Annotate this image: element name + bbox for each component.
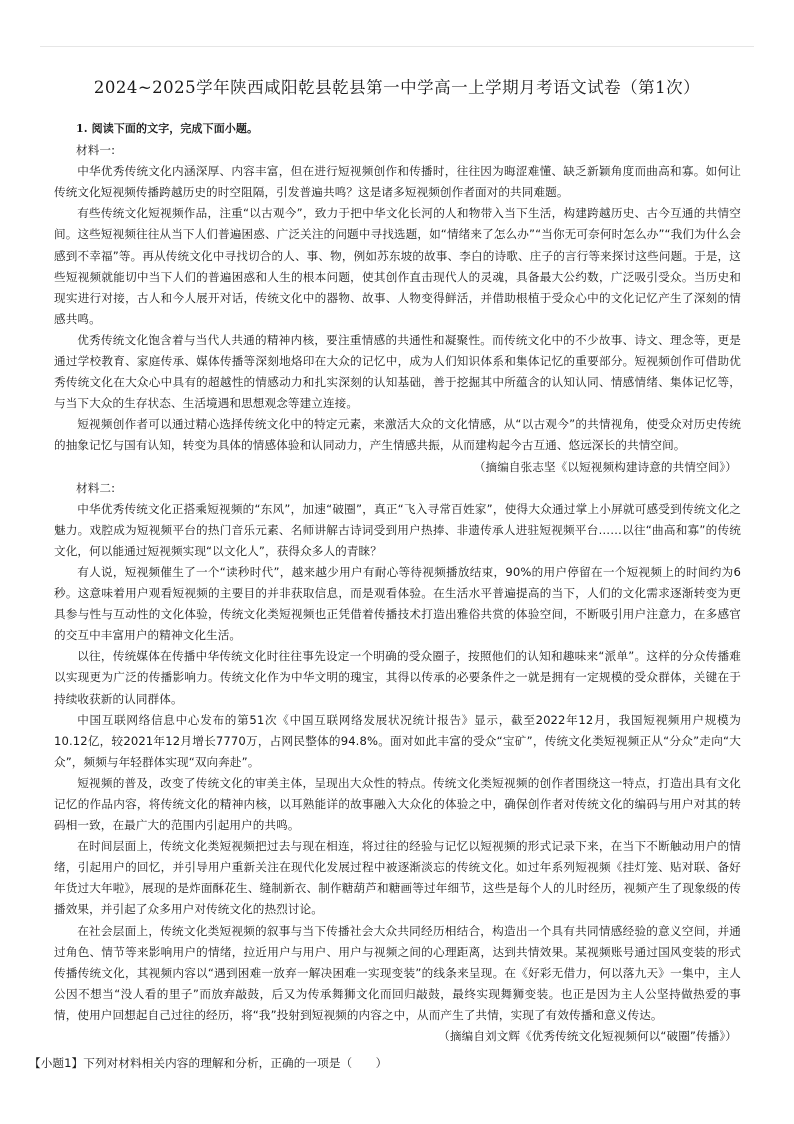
top-divider <box>40 46 754 47</box>
material-1-paragraph: 短视频创作者可以通过精心选择传统文化中的特定元素，来激活大众的文化情感，从“以古观今”的共情视角，使受众对历史传统的抽象记忆与国有认知，转变为具体的情感体验和认同动力，产生情感共振，从而建构起今古互通、悠远深长的共情空间。 <box>54 417 741 453</box>
material-1-paragraph: 优秀传统文化饱含着与当代人共通的精神内核，要注重情感的共通性和凝聚性。而传统文化中的不少故事、诗文、理念等，更是通过学校教育、家庭传承、媒体传播等深刻地烙印在大众的记忆中，成为人们知识体系和集体记忆的重要部分。短视频创作可借助优秀传统文化在大众心中具有的超越性的情感动力和扎实深刻的认知基础，善于挖掘其中所蕴含的认知认同、情感情绪、集体记忆等，与当下大众的生存状态、生活境遇和思想观念等建立连接。 <box>54 332 741 411</box>
material-2-paragraph: 以往，传统媒体在传播中华传统文化时往往事先设定一个明确的受众圈子，按照他们的认知和趣味来“派单”。这样的分众传播难以实现更为广泛的传播影响力。传统文化作为中华文明的瑰宝，其得以传承的必要条件之一就是拥有一定规模的受众群体，关键在于持续收获新的认同群体。 <box>54 649 741 706</box>
page-title: 2024~2025学年陕西咸阳乾县乾县第一中学高一上学期月考语文试卷（第1次） <box>93 78 701 97</box>
material-2-paragraph: 有人说，短视频催生了一个“读秒时代”，越来越少用户有耐心等待视频播放结束，90%的用户停留在一个短视频上的时间约为6秒。这意味着用户观看短视频的主要目的并非获取信息，而是观看体验。在生活水平普遍提高的当下，人们的文化需求逐渐转变为更具参与性与互动性的文化体验，传统文化类短视频也正凭借着传播技术打造出雅俗共赏的体验空间，不断吸引用户注意力，在多感官的交互中丰富用户的精神文化生活。 <box>54 564 741 643</box>
material-2-paragraph: 短视频的普及，改变了传统文化的审美主体，呈现出大众性的特点。传统文化类短视频的创作者围绕这一特点，打造出具有文化记忆的作品内容，将传统文化的精神内核，以耳熟能详的故事融入大众化的体验之中，确保创作者对传统文化的编码与用户对其的转码相一致，在最广大的范围内引起用户的共鸣。 <box>54 775 741 833</box>
question-content <box>29 118 741 1074</box>
material-2-label: 材料二: <box>76 480 116 495</box>
material-2-paragraph: 中国互联网络信息中心发布的第51次《中国互联网络发展状况统计报告》显示，截至2022年12月，我国短视频用户规模为10.12亿，较2021年12月增长7770万，占网民整体的94.8%。面对如此丰富的受众“宝矿”，传统文化类短视频正从“分众”走向“大众”，频频与年轻群体实现“双向奔赴”。 <box>54 712 741 769</box>
material-2-paragraph: 在时间层面上，传统文化类短视频把过去与现在相连，将过往的经验与记忆以短视频的形式记录下来，在当下不断触动用户的情绪，引起用户的回忆，并引导用户重新关注在现代化发展过程中被逐渐淡忘的传统文化。如过年系列短视频《挂灯笼、贴对联、备好年货过大年啦》，展现的是炸面酥花生、缝制新衣、制作糖葫芦和糖画等过年细节，这些是每个人的儿时经历，视频产生了现象级的传播效果，并引起了众多用户对传统文化的热烈讨论。 <box>54 839 741 917</box>
material-2-source: （摘编自刘文辉《优秀传统文化短视频何以“破圈”传播》） <box>438 1029 737 1044</box>
material-2-paragraph: 中华优秀传统文化正搭乘短视频的“东风”，加速“破圈”，真正“飞入寻常百姓家”，使得大众通过掌上小屏就可感受到传统文化之魅力。戏腔成为短视频平台的热门音乐元素、名师讲解古诗词受到用户热捧、非遗传承人进驻短视频平台……以往“曲高和寡”的传统文化，何以能通过短视频实现“以文化人”，获得众多人的青睐？ <box>54 501 741 558</box>
sub-question-1: 【小题1】下列对材料相关内容的理解和分析，正确的一项是（ ） <box>29 1056 388 1071</box>
material-1-source: （摘编自张志坚《以短视频构建诗意的共情空间》） <box>473 459 737 474</box>
material-1-paragraph: 中华优秀传统文化内涵深厚、内容丰富，但在进行短视频创作和传播时，往往因为晦涩难懂、缺乏新颖角度而曲高和寡。如何让传统文化短视频传播跨越历史的时空阻隔，引发普遍共鸣？这是诸多短视频创作者面对的共同难题。 <box>54 164 741 200</box>
question-heading: 1. 阅读下面的文字，完成下面小题。 <box>76 122 259 135</box>
material-2-paragraph: 在社会层面上，传统文化类短视频的叙事与当下传播社会大众共同经历相结合，构造出一个具有共同情感经验的意义空间，并通过角色、情节等来影响用户的情绪，拉近用户与用户、用户与视频之间的心理距离，达到共情效果。某视频账号通过国风变装的形式传播传统文化，其视频内容以“遇到困难一放弃一解决困难一实现变装”的线条来呈现。在《好彩无借力，何以落九天》一集中，主人公因不想当“没人看的里子”而放弃敲鼓，后又为传承舞狮文化而回归敲鼓，最终实现舞狮变装。也正是因为主人公坚持做热爱的事情，使用户回想起自己过往的经历，将“我”投射到短视频的内容之中，从而产生了共情，实现了有效传播和意义传达。 <box>54 923 741 1022</box>
material-1-paragraph: 有些传统文化短视频作品，注重“以古观今”，致力于把中华文化长河的人和物带入当下生活，构建跨越历史、古今互通的共情空间。这些短视频往往从当下人们普遍困惑、广泛关注的问题中寻找选题，如“情绪来了怎么办”“当你无可奈何时怎么办”“我们为什么会感到不幸福”等。再从传统文化中寻找切合的人、事、物，例如苏东坡的故事、李白的诗歌、庄子的言行等来探讨这些问题。于是，这些短视频就能切中当下人们的普遍困惑和人生的根本问题，使其创作直击现代人的灵魂，具备最大公约数，广泛吸引受众。当历史和现实进行对接，古人和今人展开对话，传统文化中的器物、故事、人物变得鲜活，并借助根植于受众心中的文化记忆产生了深刻的情感共鸣。 <box>54 206 741 326</box>
material-1-label: 材料一: <box>76 143 116 158</box>
